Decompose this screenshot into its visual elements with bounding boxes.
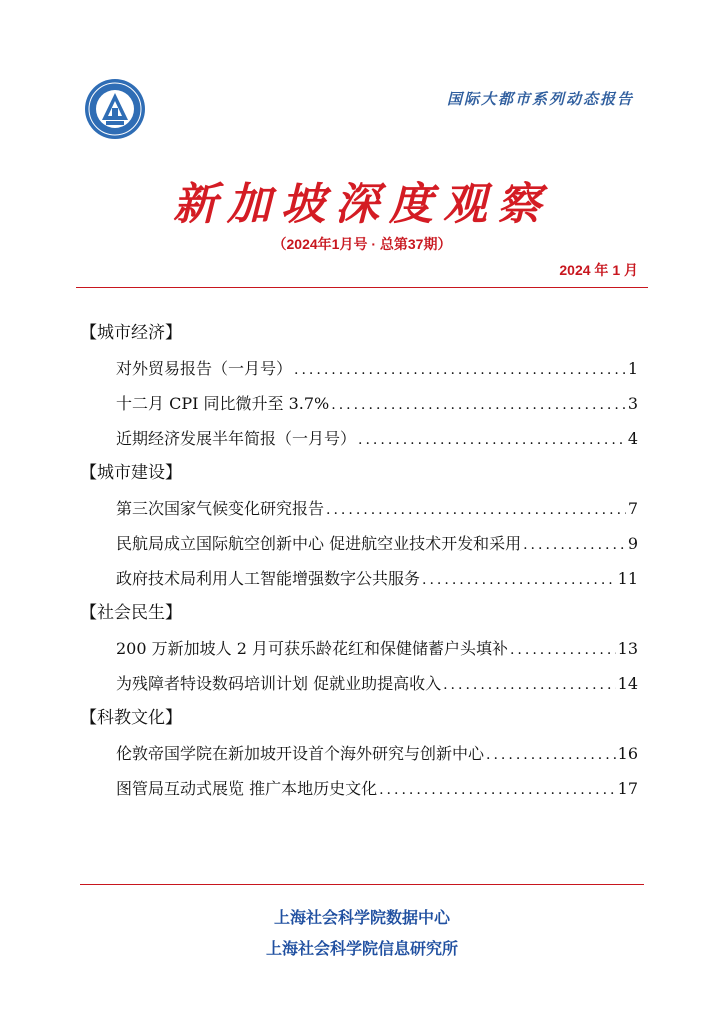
page-title: 新加坡深度观察 [173,179,551,230]
toc-entry[interactable] [116,491,638,526]
toc-leader-dots [379,773,616,808]
toc-leader-dots [486,738,616,773]
toc-entry[interactable] [116,561,638,596]
toc-entry-page: 7 [627,499,638,518]
toc-entry-page: 13 [617,639,638,658]
toc-leader-dots [326,493,626,528]
publisher-data-center: 上海社会科学院数据中心 [273,908,450,927]
toc-entry-title: 民航局成立国际航空创新中心 促进航空业技术开发和采用 [116,534,522,553]
issue-number: （2024年1月号 · 总第37期） [272,236,452,252]
toc-entry-page: 16 [617,744,638,763]
toc-entry-title: 十二月 CPI 同比微升至 3.7% [116,394,330,413]
toc-entry[interactable] [116,421,638,456]
toc-entry-page: 1 [627,359,638,378]
publisher-info-institute: 上海社会科学院信息研究所 [265,939,458,958]
toc-section-heading: 【社会民生】 [80,603,182,623]
report-series-name: 国际大都市系列动态报告 [446,90,634,108]
toc-section-heading: 【城市经济】 [80,323,182,343]
toc-entry-title: 为残障者特设数码培训计划 促就业助提高收入 [116,674,442,693]
toc-entry[interactable] [116,631,638,666]
toc-entry[interactable] [116,386,638,421]
toc-entry[interactable] [116,351,638,386]
toc-entry-page: 3 [627,394,638,413]
university-seal-logo [84,78,146,140]
toc-entry-title: 近期经济发展半年简报（一月号） [116,429,357,448]
table-of-contents [80,316,640,806]
toc-leader-dots [510,633,616,668]
toc-entry-title: 政府技术局利用人工智能增强数字公共服务 [116,569,421,588]
toc-entry-page: 4 [627,429,638,448]
toc-entry-page: 17 [617,779,638,798]
toc-entry-title: 第三次国家气候变化研究报告 [116,499,325,518]
toc-entry-title: 200 万新加坡人 2 月可获乐龄花红和保健储蓄户头填补 [116,639,508,658]
toc-entry[interactable] [116,526,638,561]
toc-leader-dots [443,668,616,703]
toc-entry-title: 伦敦帝国学院在新加坡开设首个海外研究与创新中心 [116,744,485,763]
toc-entry[interactable] [116,666,638,701]
toc-leader-dots [358,423,626,458]
toc-entry-page: 9 [627,534,638,553]
toc-entry[interactable] [116,771,638,806]
toc-leader-dots [331,388,626,423]
toc-entry-page: 14 [617,674,638,693]
toc-entry[interactable] [116,736,638,771]
toc-entry-title: 图管局互动式展览 推广本地历史文化 [116,779,378,798]
header-divider [76,287,648,288]
toc-leader-dots [422,563,616,598]
toc-section-heading: 【科教文化】 [80,708,182,728]
toc-leader-dots [523,528,626,563]
toc-entry-title: 对外贸易报告（一月号） [116,359,293,378]
publication-date: 2024 年 1 月 [559,262,638,278]
footer-divider [80,884,644,885]
toc-entry-page: 11 [617,569,638,588]
toc-leader-dots [294,353,626,388]
toc-section-heading: 【城市建设】 [80,463,182,483]
